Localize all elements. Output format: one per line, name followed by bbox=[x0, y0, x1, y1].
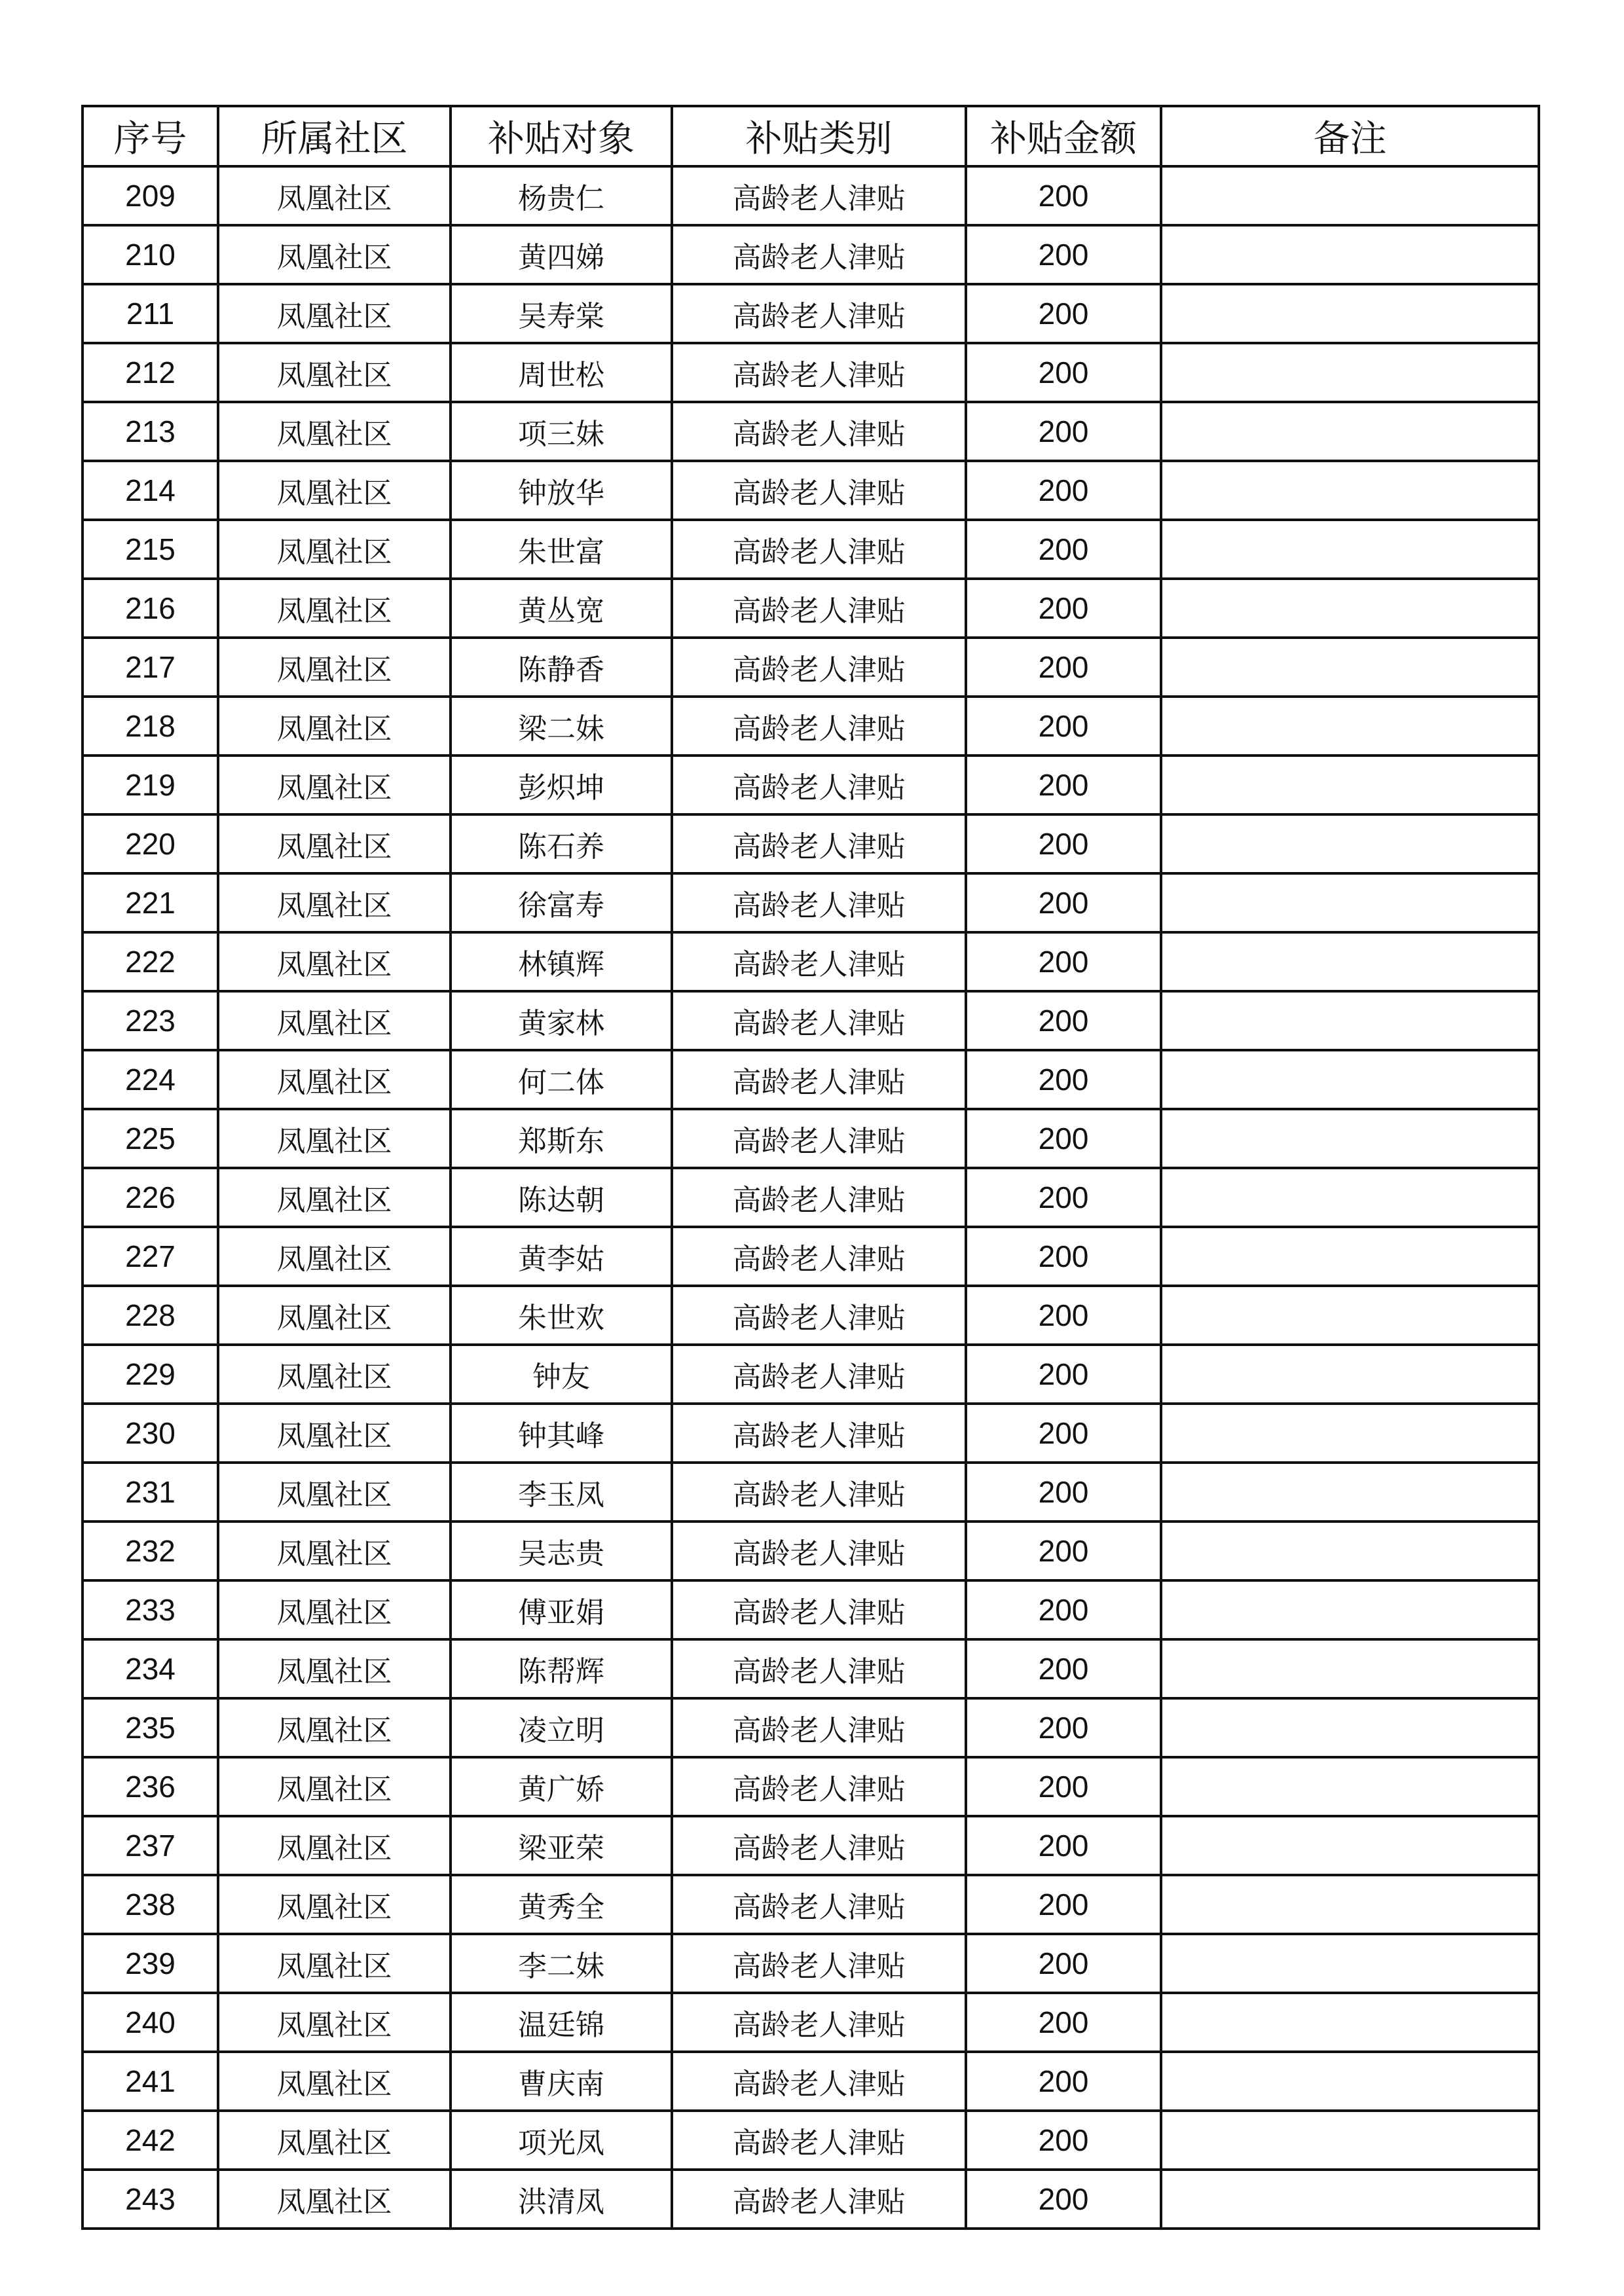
cell-amount: 200 bbox=[966, 1345, 1161, 1404]
cell-amount: 200 bbox=[966, 756, 1161, 814]
table-row bbox=[83, 520, 1539, 579]
cell-community: 凤凰社区 bbox=[218, 166, 451, 225]
cell-category: 高龄老人津贴 bbox=[672, 343, 966, 402]
cell-remark bbox=[1161, 1875, 1539, 1934]
cell-community: 凤凰社区 bbox=[218, 1698, 451, 1757]
cell-amount: 200 bbox=[966, 1934, 1161, 1993]
table-row bbox=[83, 697, 1539, 756]
cell-amount: 200 bbox=[966, 638, 1161, 697]
table-row bbox=[83, 402, 1539, 461]
cell-recipient: 徐富寿 bbox=[451, 873, 672, 932]
cell-remark bbox=[1161, 1934, 1539, 1993]
cell-community: 凤凰社区 bbox=[218, 1227, 451, 1286]
cell-community: 凤凰社区 bbox=[218, 402, 451, 461]
cell-serial-number: 232 bbox=[83, 1522, 218, 1580]
cell-category: 高龄老人津贴 bbox=[672, 1639, 966, 1698]
table-row bbox=[83, 1698, 1539, 1757]
cell-remark bbox=[1161, 225, 1539, 284]
cell-recipient: 陈静香 bbox=[451, 638, 672, 697]
cell-amount: 200 bbox=[966, 461, 1161, 520]
cell-recipient: 周世松 bbox=[451, 343, 672, 402]
cell-serial-number: 238 bbox=[83, 1875, 218, 1934]
cell-serial-number: 241 bbox=[83, 2052, 218, 2111]
cell-recipient: 林镇辉 bbox=[451, 932, 672, 991]
cell-remark bbox=[1161, 343, 1539, 402]
cell-recipient: 傅亚娟 bbox=[451, 1580, 672, 1639]
cell-community: 凤凰社区 bbox=[218, 1816, 451, 1875]
cell-remark bbox=[1161, 932, 1539, 991]
cell-remark bbox=[1161, 756, 1539, 814]
table-row bbox=[83, 1639, 1539, 1698]
table-body bbox=[83, 166, 1539, 2229]
cell-serial-number: 223 bbox=[83, 991, 218, 1050]
cell-category: 高龄老人津贴 bbox=[672, 2111, 966, 2170]
table-row bbox=[83, 225, 1539, 284]
cell-serial-number: 237 bbox=[83, 1816, 218, 1875]
cell-remark bbox=[1161, 284, 1539, 343]
cell-amount: 200 bbox=[966, 520, 1161, 579]
table-row bbox=[83, 1522, 1539, 1580]
cell-category: 高龄老人津贴 bbox=[672, 638, 966, 697]
cell-community: 凤凰社区 bbox=[218, 991, 451, 1050]
cell-serial-number: 210 bbox=[83, 225, 218, 284]
cell-category: 高龄老人津贴 bbox=[672, 697, 966, 756]
cell-category: 高龄老人津贴 bbox=[672, 1698, 966, 1757]
cell-serial-number: 209 bbox=[83, 166, 218, 225]
table-row bbox=[83, 1345, 1539, 1404]
cell-amount: 200 bbox=[966, 991, 1161, 1050]
cell-community: 凤凰社区 bbox=[218, 873, 451, 932]
cell-category: 高龄老人津贴 bbox=[672, 873, 966, 932]
cell-category: 高龄老人津贴 bbox=[672, 402, 966, 461]
cell-serial-number: 217 bbox=[83, 638, 218, 697]
table-row bbox=[83, 991, 1539, 1050]
cell-category: 高龄老人津贴 bbox=[672, 756, 966, 814]
cell-amount: 200 bbox=[966, 1168, 1161, 1227]
cell-recipient: 项三妹 bbox=[451, 402, 672, 461]
table-row bbox=[83, 932, 1539, 991]
cell-serial-number: 227 bbox=[83, 1227, 218, 1286]
cell-recipient: 何二体 bbox=[451, 1050, 672, 1109]
cell-community: 凤凰社区 bbox=[218, 2170, 451, 2229]
cell-recipient: 钟放华 bbox=[451, 461, 672, 520]
cell-remark bbox=[1161, 1522, 1539, 1580]
cell-category: 高龄老人津贴 bbox=[672, 1168, 966, 1227]
cell-category: 高龄老人津贴 bbox=[672, 1934, 966, 1993]
cell-recipient: 黄秀全 bbox=[451, 1875, 672, 1934]
cell-community: 凤凰社区 bbox=[218, 1168, 451, 1227]
cell-community: 凤凰社区 bbox=[218, 2052, 451, 2111]
cell-serial-number: 239 bbox=[83, 1934, 218, 1993]
cell-remark bbox=[1161, 1993, 1539, 2052]
cell-serial-number: 213 bbox=[83, 402, 218, 461]
cell-community: 凤凰社区 bbox=[218, 343, 451, 402]
cell-community: 凤凰社区 bbox=[218, 284, 451, 343]
cell-amount: 200 bbox=[966, 697, 1161, 756]
cell-serial-number: 242 bbox=[83, 2111, 218, 2170]
cell-amount: 200 bbox=[966, 1757, 1161, 1816]
cell-remark bbox=[1161, 1816, 1539, 1875]
cell-serial-number: 212 bbox=[83, 343, 218, 402]
cell-remark bbox=[1161, 402, 1539, 461]
cell-amount: 200 bbox=[966, 1227, 1161, 1286]
cell-serial-number: 216 bbox=[83, 579, 218, 638]
cell-community: 凤凰社区 bbox=[218, 1286, 451, 1345]
cell-amount: 200 bbox=[966, 225, 1161, 284]
cell-category: 高龄老人津贴 bbox=[672, 1463, 966, 1522]
cell-serial-number: 219 bbox=[83, 756, 218, 814]
cell-amount: 200 bbox=[966, 1993, 1161, 2052]
cell-remark bbox=[1161, 579, 1539, 638]
cell-category: 高龄老人津贴 bbox=[672, 1993, 966, 2052]
cell-community: 凤凰社区 bbox=[218, 1934, 451, 1993]
cell-community: 凤凰社区 bbox=[218, 225, 451, 284]
cell-recipient: 陈石养 bbox=[451, 814, 672, 873]
cell-remark bbox=[1161, 1227, 1539, 1286]
cell-amount: 200 bbox=[966, 1816, 1161, 1875]
table-row bbox=[83, 1757, 1539, 1816]
table-row bbox=[83, 1050, 1539, 1109]
cell-category: 高龄老人津贴 bbox=[672, 1109, 966, 1168]
cell-category: 高龄老人津贴 bbox=[672, 1522, 966, 1580]
table-row bbox=[83, 2170, 1539, 2229]
cell-serial-number: 236 bbox=[83, 1757, 218, 1816]
cell-remark bbox=[1161, 166, 1539, 225]
cell-serial-number: 218 bbox=[83, 697, 218, 756]
table-row bbox=[83, 284, 1539, 343]
header-category: 补贴类别 bbox=[672, 106, 966, 166]
cell-community: 凤凰社区 bbox=[218, 1875, 451, 1934]
cell-amount: 200 bbox=[966, 814, 1161, 873]
subsidy-table bbox=[81, 105, 1540, 2230]
cell-community: 凤凰社区 bbox=[218, 2111, 451, 2170]
cell-recipient: 黄四娣 bbox=[451, 225, 672, 284]
cell-remark bbox=[1161, 1404, 1539, 1463]
cell-recipient: 黄丛宽 bbox=[451, 579, 672, 638]
table-row bbox=[83, 1286, 1539, 1345]
cell-category: 高龄老人津贴 bbox=[672, 2052, 966, 2111]
cell-community: 凤凰社区 bbox=[218, 1404, 451, 1463]
table-row bbox=[83, 1993, 1539, 2052]
cell-remark bbox=[1161, 697, 1539, 756]
cell-category: 高龄老人津贴 bbox=[672, 932, 966, 991]
cell-recipient: 杨贵仁 bbox=[451, 166, 672, 225]
header-recipient: 补贴对象 bbox=[451, 106, 672, 166]
table-row bbox=[83, 1227, 1539, 1286]
cell-category: 高龄老人津贴 bbox=[672, 1227, 966, 1286]
cell-category: 高龄老人津贴 bbox=[672, 225, 966, 284]
cell-remark bbox=[1161, 873, 1539, 932]
table-row bbox=[83, 1580, 1539, 1639]
cell-serial-number: 235 bbox=[83, 1698, 218, 1757]
cell-community: 凤凰社区 bbox=[218, 932, 451, 991]
cell-amount: 200 bbox=[966, 1404, 1161, 1463]
cell-recipient: 梁亚荣 bbox=[451, 1816, 672, 1875]
table-row bbox=[83, 343, 1539, 402]
cell-serial-number: 230 bbox=[83, 1404, 218, 1463]
cell-category: 高龄老人津贴 bbox=[672, 1875, 966, 1934]
cell-community: 凤凰社区 bbox=[218, 1463, 451, 1522]
cell-category: 高龄老人津贴 bbox=[672, 166, 966, 225]
cell-community: 凤凰社区 bbox=[218, 520, 451, 579]
cell-remark bbox=[1161, 1639, 1539, 1698]
cell-remark bbox=[1161, 2111, 1539, 2170]
cell-amount: 200 bbox=[966, 284, 1161, 343]
table-row bbox=[83, 166, 1539, 225]
cell-remark bbox=[1161, 461, 1539, 520]
cell-recipient: 温廷锦 bbox=[451, 1993, 672, 2052]
cell-category: 高龄老人津贴 bbox=[672, 1345, 966, 1404]
cell-amount: 200 bbox=[966, 1875, 1161, 1934]
table-row bbox=[83, 579, 1539, 638]
cell-community: 凤凰社区 bbox=[218, 1522, 451, 1580]
header-amount: 补贴金额 bbox=[966, 106, 1161, 166]
cell-serial-number: 224 bbox=[83, 1050, 218, 1109]
cell-community: 凤凰社区 bbox=[218, 697, 451, 756]
cell-serial-number: 240 bbox=[83, 1993, 218, 2052]
cell-amount: 200 bbox=[966, 1286, 1161, 1345]
cell-recipient: 陈达朝 bbox=[451, 1168, 672, 1227]
cell-amount: 200 bbox=[966, 343, 1161, 402]
table-row bbox=[83, 1875, 1539, 1934]
cell-community: 凤凰社区 bbox=[218, 1109, 451, 1168]
cell-category: 高龄老人津贴 bbox=[672, 1580, 966, 1639]
cell-amount: 200 bbox=[966, 873, 1161, 932]
table-row bbox=[83, 1404, 1539, 1463]
cell-amount: 200 bbox=[966, 2170, 1161, 2229]
cell-category: 高龄老人津贴 bbox=[672, 520, 966, 579]
cell-remark bbox=[1161, 1757, 1539, 1816]
cell-amount: 200 bbox=[966, 1580, 1161, 1639]
cell-remark bbox=[1161, 520, 1539, 579]
cell-remark bbox=[1161, 638, 1539, 697]
cell-recipient: 项光凤 bbox=[451, 2111, 672, 2170]
cell-amount: 200 bbox=[966, 402, 1161, 461]
cell-amount: 200 bbox=[966, 1109, 1161, 1168]
cell-recipient: 郑斯东 bbox=[451, 1109, 672, 1168]
cell-remark bbox=[1161, 1463, 1539, 1522]
cell-recipient: 彭炽坤 bbox=[451, 756, 672, 814]
cell-recipient: 黄家林 bbox=[451, 991, 672, 1050]
table-row bbox=[83, 873, 1539, 932]
cell-category: 高龄老人津贴 bbox=[672, 1404, 966, 1463]
cell-serial-number: 243 bbox=[83, 2170, 218, 2229]
cell-community: 凤凰社区 bbox=[218, 1345, 451, 1404]
cell-recipient: 梁二妹 bbox=[451, 697, 672, 756]
cell-amount: 200 bbox=[966, 1698, 1161, 1757]
cell-category: 高龄老人津贴 bbox=[672, 814, 966, 873]
cell-category: 高龄老人津贴 bbox=[672, 1050, 966, 1109]
cell-remark bbox=[1161, 2170, 1539, 2229]
cell-serial-number: 220 bbox=[83, 814, 218, 873]
cell-community: 凤凰社区 bbox=[218, 579, 451, 638]
cell-serial-number: 214 bbox=[83, 461, 218, 520]
cell-remark bbox=[1161, 1698, 1539, 1757]
cell-category: 高龄老人津贴 bbox=[672, 284, 966, 343]
cell-remark bbox=[1161, 1050, 1539, 1109]
cell-community: 凤凰社区 bbox=[218, 461, 451, 520]
table-row bbox=[83, 1934, 1539, 1993]
cell-category: 高龄老人津贴 bbox=[672, 991, 966, 1050]
cell-amount: 200 bbox=[966, 579, 1161, 638]
cell-recipient: 陈帮辉 bbox=[451, 1639, 672, 1698]
cell-recipient: 朱世欢 bbox=[451, 1286, 672, 1345]
cell-amount: 200 bbox=[966, 1463, 1161, 1522]
cell-recipient: 李二妹 bbox=[451, 1934, 672, 1993]
cell-recipient: 凌立明 bbox=[451, 1698, 672, 1757]
cell-community: 凤凰社区 bbox=[218, 1050, 451, 1109]
table-row bbox=[83, 2111, 1539, 2170]
table-row bbox=[83, 814, 1539, 873]
cell-amount: 200 bbox=[966, 1050, 1161, 1109]
cell-serial-number: 231 bbox=[83, 1463, 218, 1522]
cell-recipient: 洪清凤 bbox=[451, 2170, 672, 2229]
header-community: 所属社区 bbox=[218, 106, 451, 166]
cell-serial-number: 211 bbox=[83, 284, 218, 343]
cell-remark bbox=[1161, 1286, 1539, 1345]
cell-recipient: 李玉凤 bbox=[451, 1463, 672, 1522]
table-row bbox=[83, 1109, 1539, 1168]
cell-community: 凤凰社区 bbox=[218, 1993, 451, 2052]
table-row bbox=[83, 1463, 1539, 1522]
cell-category: 高龄老人津贴 bbox=[672, 2170, 966, 2229]
cell-remark bbox=[1161, 2052, 1539, 2111]
cell-remark bbox=[1161, 1580, 1539, 1639]
cell-recipient: 钟友 bbox=[451, 1345, 672, 1404]
cell-community: 凤凰社区 bbox=[218, 1639, 451, 1698]
table-row bbox=[83, 638, 1539, 697]
table-header-row bbox=[83, 106, 1539, 166]
cell-serial-number: 233 bbox=[83, 1580, 218, 1639]
cell-community: 凤凰社区 bbox=[218, 638, 451, 697]
cell-category: 高龄老人津贴 bbox=[672, 1816, 966, 1875]
table-row bbox=[83, 756, 1539, 814]
table-row bbox=[83, 1816, 1539, 1875]
cell-category: 高龄老人津贴 bbox=[672, 579, 966, 638]
table-row bbox=[83, 1168, 1539, 1227]
cell-community: 凤凰社区 bbox=[218, 1580, 451, 1639]
cell-recipient: 吴寿棠 bbox=[451, 284, 672, 343]
table-row bbox=[83, 2052, 1539, 2111]
cell-recipient: 钟其峰 bbox=[451, 1404, 672, 1463]
cell-remark bbox=[1161, 1109, 1539, 1168]
cell-recipient: 黄李姑 bbox=[451, 1227, 672, 1286]
cell-serial-number: 215 bbox=[83, 520, 218, 579]
cell-serial-number: 228 bbox=[83, 1286, 218, 1345]
cell-serial-number: 222 bbox=[83, 932, 218, 991]
cell-remark bbox=[1161, 991, 1539, 1050]
cell-amount: 200 bbox=[966, 1522, 1161, 1580]
cell-amount: 200 bbox=[966, 2052, 1161, 2111]
cell-category: 高龄老人津贴 bbox=[672, 1286, 966, 1345]
cell-serial-number: 229 bbox=[83, 1345, 218, 1404]
cell-amount: 200 bbox=[966, 1639, 1161, 1698]
cell-community: 凤凰社区 bbox=[218, 1757, 451, 1816]
table-row bbox=[83, 461, 1539, 520]
header-remark: 备注 bbox=[1161, 106, 1539, 166]
cell-recipient: 吴志贵 bbox=[451, 1522, 672, 1580]
cell-remark bbox=[1161, 1168, 1539, 1227]
cell-recipient: 黄广娇 bbox=[451, 1757, 672, 1816]
cell-amount: 200 bbox=[966, 932, 1161, 991]
cell-serial-number: 225 bbox=[83, 1109, 218, 1168]
cell-category: 高龄老人津贴 bbox=[672, 461, 966, 520]
cell-community: 凤凰社区 bbox=[218, 814, 451, 873]
cell-amount: 200 bbox=[966, 166, 1161, 225]
cell-community: 凤凰社区 bbox=[218, 756, 451, 814]
cell-remark bbox=[1161, 1345, 1539, 1404]
cell-serial-number: 234 bbox=[83, 1639, 218, 1698]
cell-recipient: 朱世富 bbox=[451, 520, 672, 579]
cell-serial-number: 226 bbox=[83, 1168, 218, 1227]
cell-amount: 200 bbox=[966, 2111, 1161, 2170]
cell-serial-number: 221 bbox=[83, 873, 218, 932]
cell-category: 高龄老人津贴 bbox=[672, 1757, 966, 1816]
cell-remark bbox=[1161, 814, 1539, 873]
header-serial-number: 序号 bbox=[83, 106, 218, 166]
cell-recipient: 曹庆南 bbox=[451, 2052, 672, 2111]
